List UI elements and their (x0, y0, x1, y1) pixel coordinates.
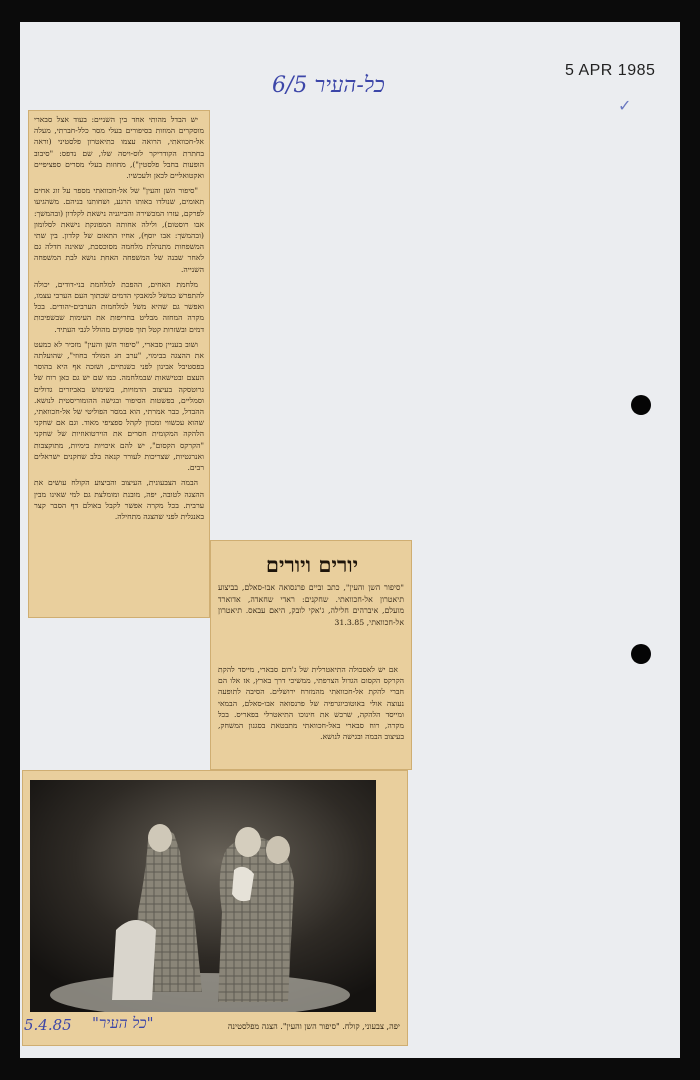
handwritten-source: "כל העיר" (92, 1014, 154, 1032)
col2-paragraph: אם יש לאסכולה התיאטרלית של ג'רום סבארי, מייסד להקת הקרקס הקסום הגדול הצרפתי, ממשיכי דרך בארץ, אז אלו הם חברי להקת אל-חכוואתי מהמזרח ירושלים. הסיבה לתופעה נעוצה אולי באוטוביוגרפיה של פרנסואה אבו-סאלם, הבמאי ומייסד הלהקה, שרכש את חינוכו התיאטרלי בפאריס. בכל מקרה, רוח סבארי באל-חכוואתי מתבטאת בסגנון המשחק, בעיצוב הבמה ובגישה לנושא. (218, 665, 404, 742)
punch-hole-top (631, 395, 651, 415)
col1-paragraph: ושוב בעניין סבארי, "סיפור השן והעין" מזכיר לא כמעט את ההצגה בבימוי, "ערב חג המולד בחוזי", שהועלתה בפסטיבל אבינון לפני כשנתיים, ושזכה אף היא בהוסר העצם ובטישאות שבמלחמה. כמו שם יש גם כאן רוח של גרוטסקה בעיצוב הדמויות, בשימוש באביזרים גדולים וסמליים, בפשטות הסיפור ובגישה ההומוריסטית לנושא. ההבדל, כבר אמרתי, הוא במסר הפוליטי של אל-חכוואתי, שהוא עכשווי ומכוון לקהל ספציפי מאוד. וגם אם שחקני הלהקה המקומית חסרים את הוירטואוזיות של שחקני "הקרקס הקסום", יש להם איכויות בימיות, מתוקצבות ואנרגטיות, שצריכות לעורר קנאה בלב שחקנים ישראלים רבים. (34, 339, 204, 473)
punch-hole-bottom (631, 644, 651, 664)
right-figure (218, 827, 294, 1002)
col1-paragraph: "סיפור השן והעין" של אל-חכוואתי מספר על זוג אחים תאומים, שנולדו באותו הרגע, ושחותנו בניהם. משהגיעו לפרקם, עזרו המכשירה והבייגניה נישאת לקלדון (ובהמשך: אבו רוסטום), ולילה אחותה המפונקת נישאת לסלומון (ובהמשך: אבו יוסף), אחיו התאום של קלדון. בין שתי המשפחות מתנהלת מלחמה מסוכסכת, שאינה חדלה גם לאחר שבנה של המשפחה האחת נושא לבת המשפחה השנייה. (34, 186, 204, 274)
article-column-1 (34, 114, 204, 614)
article-column-2 (218, 664, 404, 764)
col1-paragraph: יש הבדל מהותי אחד בין השניים: בעוד אצל סבארי מוסקרים המוזות בסיפורים בעלי מסר כלל-חברתי, מעלה אל-חכוואתי, הרואה עצמו כתיאטרון פלסטיני (וראה בחתרת הקודריקר לוס-ויסה שלו, שם נדפס: "סיבוב הופעות בחבל פלסטין"), מחוזות בעלי מסרים ספציפיים ואקטואליים לכאן ולעכשיו. (34, 115, 204, 181)
col1-paragraph: הבמה הצבעונית, העיצוב והביצוע הקולח עושים את ההצגה לטובה, יפה, מובנת ומומלצת גם למי שאינו מבין ערבית. בכל מקרה אפשר לקבל באולם דף הסבר קצר באנגלית לפני שהצגה מתחילה. (34, 478, 204, 521)
photo-caption: יפה, צבעוני, קולח. "סיפור השן והעין". הצגה מפלסטינה (227, 1022, 400, 1031)
check-mark-icon: ✓ (618, 96, 632, 115)
article-headline: יורים ויורים (265, 552, 359, 577)
date-stamp: 5 APR 1985 (565, 62, 656, 79)
col1-paragraph: מלחמת האחים, ההפכת למלחמת בני-דודים, יכולה להתפרש כמשל למאבקי הדמים שבתוך העם הערבי עצמו, ואפשר גם שהיא משל למלחמות הערבים-יהודים. בכל מקרה המחזה מבליט בחריפות את העימות שבשפיכות דמים ובשזרות קטל תוך פסוקים מהולל לגבי העתיד. (34, 279, 204, 334)
handwritten-source-note: כל-העיר 6/5 (272, 73, 385, 98)
production-credits: "סיפור השן והעין", כתב וביים פרנסואה אבו-סאלם, בביצוע תיאטרון אל-חכוואתי. שחקנים: ראדי שחאדה, אדוארד מועלם, איברהים חלילה, ג'אקי לובק, היאם עבאס. תיאטרון אל-חכוואתי, 31.3.85 (218, 583, 404, 627)
handwritten-date: 5.4.85 (24, 1016, 72, 1034)
stage-photo (30, 780, 376, 1012)
